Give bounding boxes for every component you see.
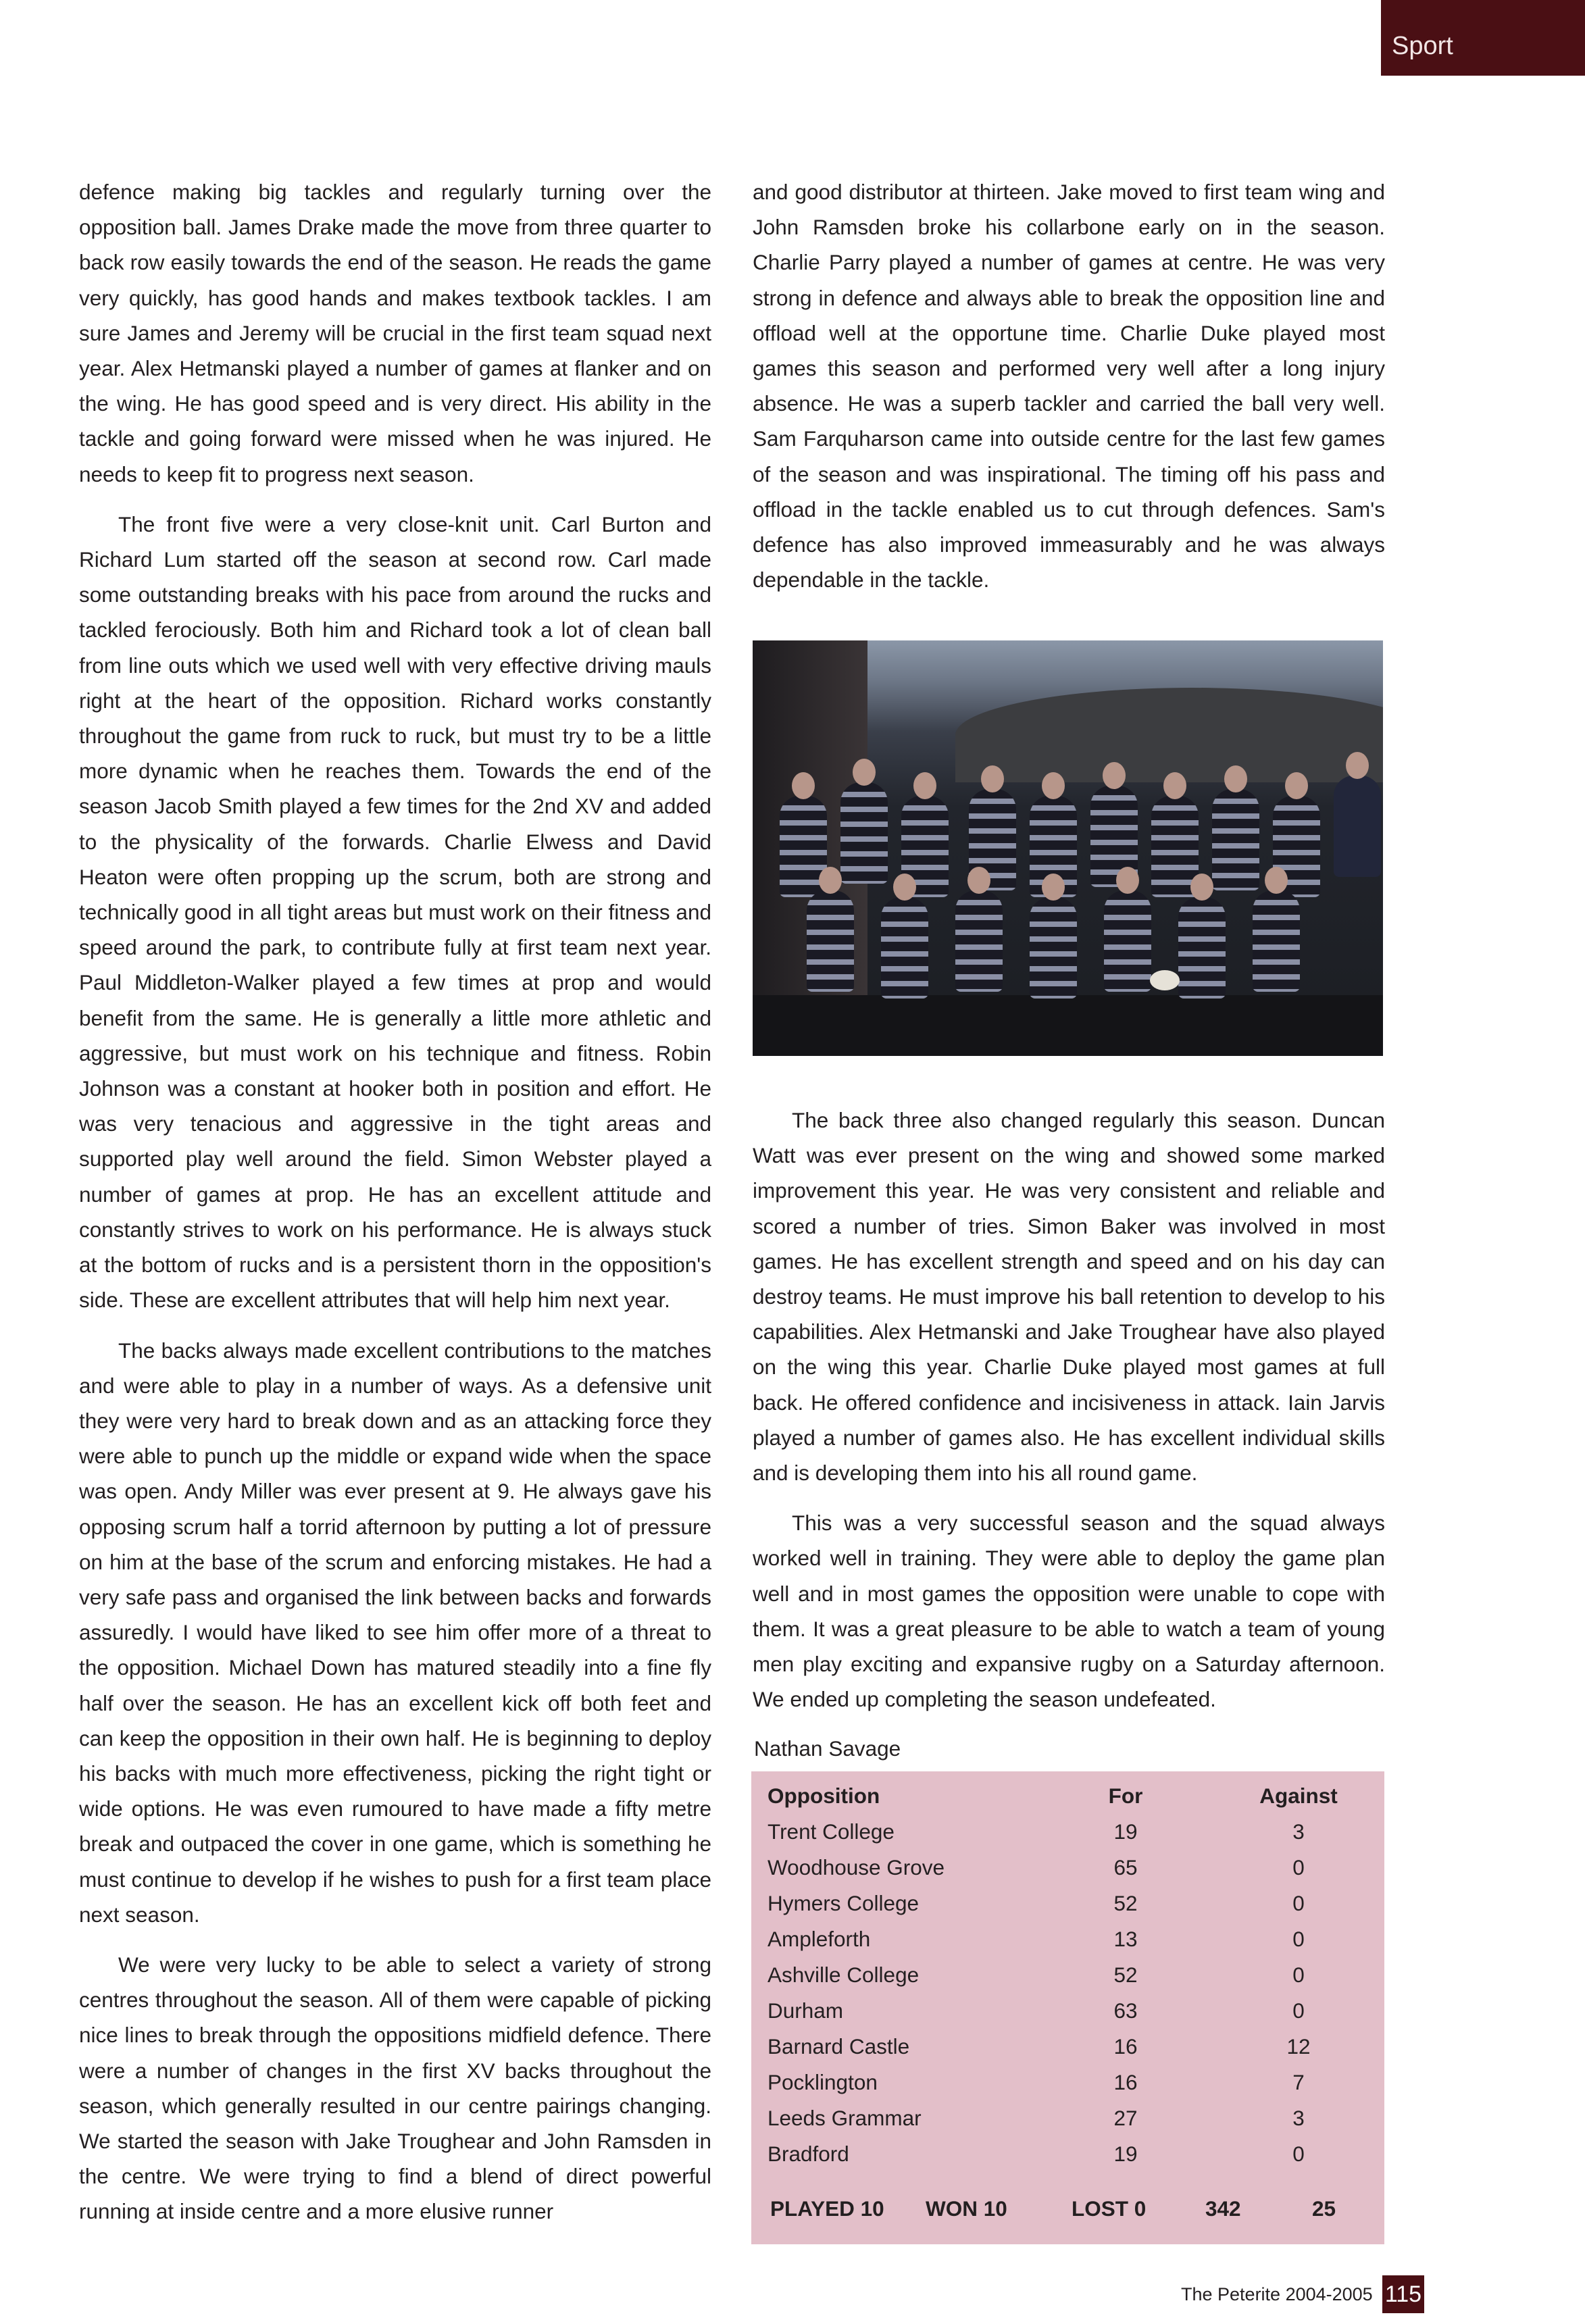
table-row	[751, 2065, 1384, 2100]
against-cell: 7	[1292, 2070, 1305, 2094]
opposition-cell: Barnard Castle	[768, 2034, 910, 2058]
photo-face	[981, 765, 1004, 792]
section-label: Sport	[1392, 32, 1453, 60]
against-cell: 0	[1292, 1963, 1305, 1987]
photo-player	[1030, 897, 1077, 999]
photo-player	[881, 897, 928, 999]
photo-face	[1103, 762, 1126, 789]
photo-player	[1104, 890, 1151, 992]
for-cell: 52	[1113, 1963, 1138, 1987]
photo-face	[853, 759, 876, 786]
photo-face	[913, 772, 936, 799]
against-cell: 3	[1292, 2106, 1305, 2130]
season-totals	[751, 2191, 1384, 2227]
table-row	[751, 1921, 1384, 1957]
paragraph: The backs always made excellent contributions to the matches and were able to play in a number of ways. As a defensive unit they were very hard to break down and as an attacking force they were able to punch up the middle or expand wide when the space was open. Andy Miller was ever present at 9. He always gave his opposing scrum half a torrid afternoon by putting a lot of pressure on him at the base of the scrum and enforcing mistakes. He had a very safe pass and organised the link between backs and forwards assuredly. I would have liked to see him offer more of a threat to the opposition. Michael Down has matured steadily into a fine fly half over the season. He has an excellent kick off both feet and can keep the opposition in their own half. He is beginning to deploy his backs with much more effectiveness, picking the right tight or wide options. He was even rumoured to have made a fifty metre break and outpaced the cover in one game, which is something he must continue to develop if he wishes to push for a first team place next season.	[79, 1338, 711, 1927]
photo-hill	[955, 688, 1383, 782]
table-row	[751, 2029, 1384, 2065]
photo-ground	[753, 995, 1383, 1056]
photo-face	[1042, 772, 1065, 799]
paragraph: The back three also changed regularly this season. Duncan Watt was ever present on the wing and showed some marked improvement this year. He was very consistent and reliable and scored a number of tries. Simon Baker was involved in most games. He has excellent strength and speed and on his day can destroy teams. He must improve his ball retention to develop to his capabilities. Alex Hetmanski and Jake Troughear have also played on the wing this year. Charlie Duke played most games at full back. He offered confidence and incisiveness in attack. Iain Jarvis played a number of games also. He has excellent individual skills and is developing them into his all round game.	[753, 1108, 1385, 1486]
table-header	[751, 1778, 1384, 1814]
for-cell: 52	[1113, 1891, 1138, 1915]
photo-face	[1224, 765, 1247, 792]
photo-face	[1163, 772, 1186, 799]
photo-player	[1212, 789, 1259, 890]
table-row	[751, 1993, 1384, 2029]
photo-face	[1116, 867, 1139, 894]
opposition-cell: Pocklington	[768, 2070, 878, 2094]
paragraph: This was a very successful season and the squad always worked well in training. They were able to deploy the game plan well and in most games the opposition were unable to cope with them. It was a great pleasure to be able to watch a team of young men play exciting and expansive rugby on a Saturday afternoon. We ended up completing the season undefeated.	[753, 1511, 1385, 1712]
table-row	[751, 1886, 1384, 1921]
photo-player	[1178, 897, 1226, 999]
photo-rugby-ball	[1150, 970, 1180, 990]
table-row	[751, 1814, 1384, 1850]
total-played: PLAYED 10	[770, 2196, 884, 2221]
photo-player	[955, 890, 1003, 992]
against-cell: 0	[1292, 1998, 1305, 2023]
opposition-cell: Leeds Grammar	[768, 2106, 922, 2130]
table-row	[751, 1957, 1384, 1993]
opposition-cell: Durham	[768, 1998, 844, 2023]
against-cell: 0	[1292, 1891, 1305, 1915]
right-column-bottom	[753, 1103, 1385, 1732]
photo-face	[1265, 867, 1288, 894]
opposition-cell: Bradford	[768, 2142, 849, 2166]
paragraph: We were very lucky to be able to select a variety of strong centres throughout the season. All of them were capable of picking nice lines to break through the oppositions midfield defence. There were a number of changes in the first XV backs throughout the season, which generally resulted in our centre pairings changing. We started the season with Jake Troughear and John Ramsden in the centre. We were trying to find a blend of direct powerful running at inside centre and a more elusive runner	[79, 1952, 711, 2224]
photo-player	[1253, 890, 1300, 992]
publication-title: The Peterite 2004-2005	[1181, 2284, 1373, 2304]
opposition-cell: Trent College	[768, 1819, 895, 1844]
section-tab	[1381, 0, 1585, 76]
table-row	[751, 2100, 1384, 2136]
photo-face	[1042, 874, 1065, 901]
paragraph: The front five were a very close-knit unit. Carl Burton and Richard Lum started off the season at second row. Carl made some outstanding breaks with his pace from around the rucks and tackled ferociously. Both him and Richard took a lot of clean ball from line outs which we used well with very effective driving mauls right at the heart of the opposition. Richard works constantly throughout the game from ruck to ruck, but must try to be a little more dynamic when he reaches them. Towards the end of the season Jacob Smith played a few times for the 2nd XV and added to the physicality of the forwards. Charlie Elwess and David Heaton were often propping up the scrum, both are strong and technically good in all tight areas but must work on their fitness and speed around the park, to contribute fully at first team next year. Paul Middleton-Walker played a few times at prop and would benefit from the same. He is generally a little more athletic and aggressive, but must work on his technique and fitness. Robin Johnson was a constant at hooker both in position and effort. He was very tenacious and aggressive in the tight areas and supported play well around the field. Simon Webster played a number of games at prop. He has an excellent attitude and constantly strives to work on his performance. He is always stuck at the bottom of rucks and is a persistent thorn in the opposition's side. These are excellent attributes that will help him next year.	[79, 511, 711, 1313]
opposition-cell: Hymers College	[768, 1891, 920, 1915]
photo-face	[967, 867, 990, 894]
photo-face	[792, 772, 815, 799]
photo-face	[1346, 752, 1369, 779]
photo-face	[819, 867, 842, 894]
for-cell: 27	[1113, 2106, 1138, 2130]
paragraph: defence making big tackles and regularly turning over the opposition ball. James Drake made the move from three quarter to back row easily towards the end of the season. He reads the game very quickly, has good hands and makes textbook tackles. I am sure James and Jeremy will be crucial in the first team squad next year. Alex Hetmanski played a number of games at flanker and on the wing. He has good speed and is very direct. His ability in the tackle and going forward were missed when he was injured. He needs to keep fit to progress next season.	[79, 180, 711, 486]
team-photo	[753, 640, 1383, 1056]
page-number: 115	[1382, 2275, 1424, 2313]
left-column	[79, 174, 711, 2244]
opposition-cell: Woodhouse Grove	[768, 1855, 945, 1879]
author-name: Nathan Savage	[754, 1736, 901, 1761]
photo-player	[807, 890, 854, 992]
for-cell: 16	[1113, 2034, 1138, 2058]
against-cell: 0	[1292, 1927, 1305, 1951]
for-cell: 16	[1113, 2070, 1138, 2094]
photo-face	[1285, 772, 1308, 799]
photo-coach	[1334, 776, 1381, 877]
table-row	[751, 2136, 1384, 2172]
table-row	[751, 1850, 1384, 1886]
for-cell: 19	[1113, 2142, 1138, 2166]
total-lost: LOST 0	[1072, 2196, 1147, 2221]
total-points-against: 25	[1312, 2196, 1336, 2221]
opposition-cell: Ampleforth	[768, 1927, 871, 1951]
header-against: Against	[1259, 1784, 1338, 1808]
for-cell: 13	[1113, 1927, 1138, 1951]
against-cell: 3	[1292, 1819, 1305, 1844]
header-opposition: Opposition	[768, 1784, 880, 1808]
against-cell: 0	[1292, 2142, 1305, 2166]
opposition-cell: Ashville College	[768, 1963, 920, 1987]
for-cell: 63	[1113, 1998, 1138, 2023]
total-points-for: 342	[1205, 2196, 1241, 2221]
header-for: For	[1108, 1784, 1143, 1808]
for-cell: 19	[1113, 1819, 1138, 1844]
for-cell: 65	[1113, 1855, 1138, 1879]
paragraph: and good distributor at thirteen. Jake moved to first team wing and John Ramsden broke his collarbone early on in the season. Charlie Parry played a number of games at centre. He was very strong in defence and always able to break the opposition line and offload well at the opportune time. Charlie Duke played most games this season and performed very well after a long injury absence. He was a superb tackler and carried the ball very well. Sam Farquharson came into outside centre for the last few games of the season and was inspirational. The timing off his pass and offload in the tackle enabled us to cut through defences. Sam's defence has also improved immeasurably and he was always dependable in the tackle.	[753, 180, 1385, 592]
total-won: WON 10	[926, 2196, 1007, 2221]
photo-player	[840, 782, 888, 884]
right-column-top	[753, 174, 1385, 612]
against-cell: 12	[1286, 2034, 1311, 2058]
photo-face	[1190, 874, 1213, 901]
photo-face	[893, 874, 916, 901]
results-table	[751, 1771, 1384, 2244]
against-cell: 0	[1292, 1855, 1305, 1879]
